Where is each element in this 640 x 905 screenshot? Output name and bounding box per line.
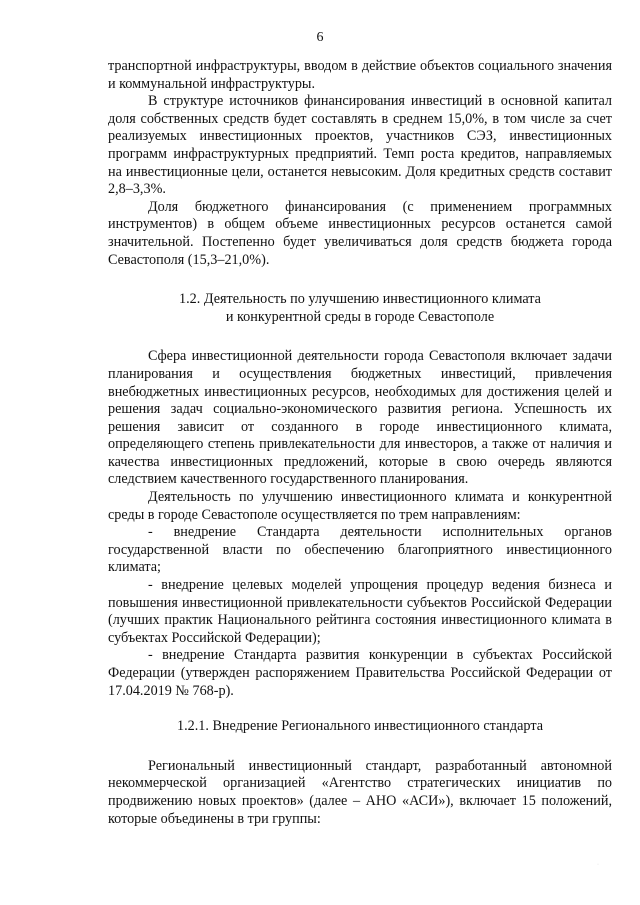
paragraph-continuation: транспортной инфраструктуры, вводом в действие объектов социального значения и коммунальной инфраструктуры.	[108, 58, 612, 92]
list-item: - внедрение Стандарта деятельности исполнительных органов государственной власти по обеспечению благоприятного инвестиционного климата;	[108, 524, 612, 576]
paragraph-investment-sphere: Сфера инвестиционной деятельности города Севастополя включает задачи планирования и осуществления бюджетных инвестиций, привлечения внебюджетных инвестиционных ресурсов, необходимых для достижения целей и решения задач социально-экономического развития региона. Успешность их решения зависит от созданного в городе инвестиционного климата, определяющего степень привлекательности для инвесторов, а также от наличия и качества инвестиционных предложений, которые в свою очередь являются следствием качественного государственного планирования.	[108, 348, 612, 488]
section-heading-line2: и конкурентной среды в городе Севастополе	[225, 308, 495, 325]
list-item: - внедрение Стандарта развития конкуренции в субъектах Российской Федерации (утвержден распоряжением Правительства Российской Федерации от 17.04.2019 № 768-р).	[108, 647, 612, 699]
list-item: - внедрение целевых моделей упрощения процедур ведения бизнеса и повышения инвестиционной привлекательности субъектов Российской Федерации (лучших практик Национального рейтинга состояния инвестиционного климата в субъектах Российской Федерации);	[108, 577, 612, 646]
section-heading-line1: 1.2. Деятельность по улучшению инвестиционного климата	[179, 291, 541, 308]
paragraph-regional-standard: Региональный инвестиционный стандарт, разработанный автономной некоммерческой организацией «Агентство стратегических инициатив по продвижению новых проектов» (далее – АНО «АСИ»), включает 15 положений, которые объединены в три группы:	[108, 757, 612, 827]
page-number: 6	[316, 30, 324, 45]
subsection-heading: 1.2.1. Внедрение Регионального инвестиционного стандарта	[177, 718, 543, 735]
scan-dot: ·	[597, 862, 599, 868]
paragraph-financing-sources: В структуре источников финансирования инвестиций в основной капитал доля собственных средств будет составлять в среднем 15,0%, в том числе за счет реализуемых инвестиционных проектов, участников СЭЗ, инвестиционных программ инфраструктурных предприятий. Темп роста кредитов, направляемых на инвестиционные цели, останется невысоким. Доля кредитных средств составит 2,8–3,3%.	[108, 93, 612, 198]
paragraph-directions-intro: Деятельность по улучшению инвестиционного климата и конкурентной среды в городе Севастополе осуществляется по трем направлениям:	[108, 489, 612, 523]
document-body	[108, 58, 612, 828]
paragraph-budget-financing: Доля бюджетного финансирования (с применением программных инструментов) в общем объеме инвестиционных ресурсов останется самой значительной. Постепенно будет увеличиваться доля средств бюджета города Севастополя (15,3–21,0%).	[108, 198, 612, 268]
